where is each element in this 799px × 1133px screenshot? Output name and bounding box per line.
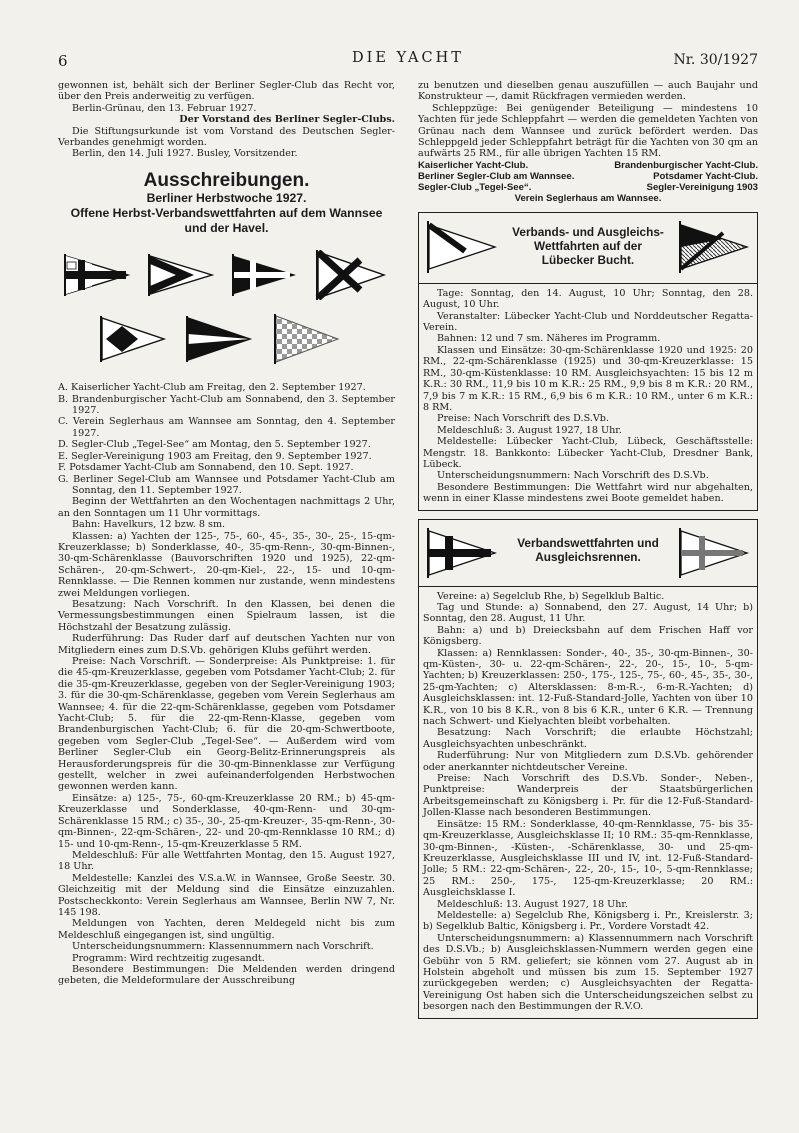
paragraph-bahn: Bahn: a) und b) Dreiecksbahn auf dem Frischen Haff vor Königsberg.: [423, 624, 753, 648]
paragraph-einsaetze: Einsätze: a) 125-, 75-, 60-qm-Kreuzerklasse 20 RM.; b) 45-qm-Kreuzerklasse und Sonderklasse, 40-qm-Renn- und 30-qm-Schärenklasse 15 RM.; c) 35-, 30-, 25-qm-Kreuzer-, 35-qm-Renn-, 30-qm-Binnen-, 22-qm-Schären-, 22- und 20-qm-Rennklasse 10 RM.; d) 15- und 10-qm-Renn-, 15-qm-Kreuzerklasse 5 RM.: [58, 792, 395, 850]
page-number: 6: [58, 52, 68, 70]
paragraph-klassen: Klassen: a) Yachten der 125-, 75-, 60-, 45-, 35-, 30-, 25-, 15-qm-Kreuzerklasse; b) Sonderklasse, 40-, 35-qm-Renn-, 30-qm-Binnen-, 30-qm-Schärenklasse (Bauvorschriften 1920 und 1925), 22-qm-Schären-, 20-qm-Schwert-, 20-qm-Kiel-, 22-, 15- und 10-qm-Rennklasse. — Die Rennen kommen nur zustande, wenn mindestens zwei Meldungen vorliegen.: [58, 530, 395, 599]
paragraph-tage: Tage: Sonntag, den 14. August, 10 Uhr; Sonntag, den 28. August, 10 Uhr.: [423, 287, 753, 311]
luebeck-title: Verbands- und Ausgleichs-Wettfahrten auf der Lübecker Bucht.: [512, 224, 664, 267]
event-subtitle: Offene Herbst-Verbandswettfahrten auf dem Wannsee und der Havel.: [70, 206, 383, 236]
paragraph-veranstalter: Veranstalter: Lübecker Yacht-Club und Norddeutscher Regatta-Verein.: [423, 310, 753, 334]
paragraph-vereine: Vereine: a) Segelclub Rhe, b) Segelklub Baltic.: [437, 590, 665, 602]
flag-segler-vereinigung-icon: [98, 316, 168, 362]
koenigsberg-announcement: [418, 519, 758, 1019]
flag-luebeck-left-icon: [425, 221, 499, 273]
intro-date: Berlin-Grünau, den 13. Februar 1927.: [72, 102, 257, 114]
flag-berliner-segel-club-icon: [272, 314, 342, 364]
intro-paragraph-2: Die Stiftungsurkunde ist vom Vorstand des Deutschen Segler-Verbandes genehmigt worden.: [58, 125, 395, 149]
paragraph-besondere: Besondere Bestimmungen: Die Meldenden werden dringend gebeten, die Meldeformulare der Ausschreibung: [58, 963, 395, 987]
intro-signature: Der Vorstand des Berliner Segler-Clubs.: [179, 114, 395, 126]
paragraph-meldeschluss: Meldeschluß: Für alle Wettfahrten Montag, den 15. August 1927, 18 Uhr.: [58, 849, 395, 873]
paragraph-meldeschluss: Meldeschluß: 13. August 1927, 18 Uhr.: [437, 898, 628, 910]
paragraph-unterscheidung: Unterscheidungsnummern: Klassennummern nach Vorschrift.: [72, 941, 374, 953]
paragraph-meldestelle: Meldestelle: Kanzlei des V.S.a.W. in Wannsee, Große Seestr. 30. Gleichzeitig mit der Meldung sind die Einsätze einzuzahlen. Postscheckkonto: Verein Seglerhaus am Wannsee, Berlin NW 7, Nr. 145 198.: [58, 872, 395, 918]
koenigsberg-title: Verbandswettfahrten und Ausgleichsrennen.: [517, 535, 659, 564]
paragraph-besondere: Besondere Bestimmungen: Die Wettfahrt wird nur abgehalten, wenn in einer Klasse mindestens zwei Boote gemeldet haben.: [423, 481, 753, 505]
paragraph-klassen: Klassen und Einsätze: 30-qm-Schärenklasse 1920 und 1925: 20 RM., 22-qm-Schärenklasse (1925) und 30-qm-Kreuzerklasse: 15 RM., 30-qm-Küstenklasse: 10 RM. Ausgleichsyachten: 15 bis 12 m K.R.: 30 RM., 11,9 bis 10 m K.R.: 25 RM., 9,9 bis 8 m K.R.: 20 RM., 7,9 bis 7 m K.R.: 15 RM., 6,9 bis 6 m K.R.: 10 RM., unter 6 m K.R.: 8 RM.: [423, 344, 753, 413]
intro-paragraph: gewonnen ist, behält sich der Berliner Segler-Club das Recht vor, über den Preis anderweitig zu verfügen.: [58, 80, 395, 103]
list-item: D. Segler-Club „Tegel-See“ am Montag, den 5. September 1927.: [58, 439, 371, 451]
right-column: [418, 80, 758, 1019]
schedule-list: [58, 382, 395, 496]
flag-brandenburgischer-icon: [146, 254, 216, 296]
paragraph-besatzung: Besatzung: Nach Vorschrift. In den Klassen, bei denen die Vermessungsbestimmungen einen Spielraum lassen, ist die Höchstzahl der Besatzung zulässig.: [58, 598, 395, 633]
left-column: [58, 80, 395, 987]
club-signatures: [418, 160, 758, 204]
paragraph-meldungen: Meldungen von Yachten, deren Meldegeld nicht bis zum Meldeschluß eingegangen ist, sind ungültig.: [58, 918, 395, 941]
paragraph-ruderfuehrung: Ruderführung: Nur von Mitgliedern zum D.S.Vb. gehörender oder anerkannter nichtdeutscher Vereine.: [423, 750, 753, 773]
paragraph-preise: Preise: Nach Vorschrift des D.S.Vb.: [437, 413, 609, 425]
paragraph-ruderfuehrung: Ruderführung: Das Ruder darf auf deutschen Yachten nur von Mitgliedern eines zum D.S.Vb. gehörigen Klubs geführt werden.: [58, 633, 395, 656]
paragraph-einsaetze: Einsätze: 15 RM.: Sonderklasse, 40-qm-Rennklasse, 75- bis 35-qm-Kreuzerklasse, Ausgleichsklasse II; 10 RM.: 35-qm-Rennklasse, 30-qm-Binnen-, -Küsten-, -Schärenklasse, 30- und 25-qm-Kreuzerklasse, Ausgleichsklasse III und IV, int. 12-Fuß-Standard-Jolle; 5 RM.: 22-qm-Schären-, 22-, 20-, 15-, 10-, 5-qm-Rennklasse; 25 RM.: 250-, 175-, 125-qm-Kreuzerklasse; 20 RM.: Ausgleichsklasse I.: [423, 818, 753, 899]
flag-kaiserlicher-icon: [62, 254, 132, 296]
list-item: B. Brandenburgischer Yacht-Club am Sonnabend, den 3. September 1927.: [58, 393, 395, 417]
club-name: Berliner Segler-Club am Wannsee.: [418, 170, 575, 182]
luebeck-body: [419, 284, 757, 510]
list-item: F. Potsdamer Yacht-Club am Sonnabend, den 10. Sept. 1927.: [58, 462, 354, 474]
intro-paragraph-3: Berlin, den 14. Juli 1927. Busley, Vorsitzender.: [72, 148, 298, 160]
club-name: Segler-Vereinigung 1903: [646, 181, 758, 193]
section-heading: Ausschreibungen.: [143, 169, 310, 191]
koenigsberg-body: [419, 587, 757, 1018]
club-name: Brandenburgischer Yacht-Club.: [614, 159, 758, 171]
magazine-title: DIE YACHT: [352, 50, 464, 66]
issue-number: Nr. 30/1927: [673, 52, 758, 68]
paragraph-unterscheidung: Unterscheidungsnummern: a) Klassennummern nach Vorschrift des D.S.Vb.; b) Ausgleichsklassen-Nummern werden gegen eine Gebühr von 5 RM. geliefert; sie können vom 27. August ab in Holstein abgeholt und müssen bis zum 15. September 1927 zurückgegeben werden; c) Ausgleichsyachten der Regatta-Vereinigung Ost haben sich die Unterscheidungszeichen selbst zu besorgen nach den Bestimmungen der R.V.O.: [423, 932, 753, 1013]
flag-luebeck-right-icon: [677, 221, 751, 273]
paragraph-bahnen: Bahnen: 12 und 7 sm. Näheres im Programm.: [437, 333, 661, 345]
luebeck-title-bar: [419, 213, 757, 284]
event-title: Berliner Herbstwoche 1927.: [146, 191, 307, 206]
paragraph-unterscheidung: Unterscheidungsnummern: Nach Vorschrift des D.S.Vb.: [437, 470, 709, 482]
club-name: Potsdamer Yacht-Club.: [653, 170, 758, 182]
paragraph-preise: Preise: Nach Vorschrift des D.S.Vb. Sonder-, Neben-, Punktpreise: Wanderpreis der Staatsbürgerlichen Arbeitsgemeinschaft zu Königsberg i. Pr. für die 12-Fuß-Standard-Jollen-Klasse nach besonderen Bestimmungen.: [423, 773, 753, 819]
paragraph-programm: Programm: Wird rechtzeitig zugesandt.: [72, 952, 265, 964]
list-item: E. Segler-Vereinigung 1903 am Freitag, den 9. September 1927.: [58, 450, 372, 462]
flag-seglerhaus-icon: [230, 254, 300, 296]
list-item: C. Verein Seglerhaus am Wannsee am Sonntag, den 4. September 1927.: [58, 416, 395, 439]
paragraph-klassen: Klassen: a) Rennklassen: Sonder-, 40-, 35-, 30-qm-Binnen-, 30-qm-Küsten-, 30- u. 22-qm-Schären-, 22-, 20-, 15-, 10-, 5-qm-Yachten; b) Kreuzerklassen: 250-, 175-, 125-, 75-, 60-, 45-, 35-, 30-, 25-qm-Yachten; c) Altersklassen: 8-m-R.-, 6-m-R.-Yachten; d) Ausgleichsklassen: int. 12-Fuß-Standard-Jolle, Yachten von über 10 K.R., von 10 bis 8 K.R., von 8 bis 6 K.R., unter 6 K.R. — Trennung nach Schwert- und Kielyachten bleibt vorbehalten.: [423, 647, 753, 728]
paragraph-meldestelle: Meldestelle: a) Segelclub Rhe, Königsberg i. Pr., Kreislerstr. 3; b) Segelklub Baltic, Königsberg i. Pr., Vordere Vorstadt 42.: [423, 909, 753, 933]
paragraph-meldeschluss: Meldeschluß: 3. August 1927, 18 Uhr.: [437, 424, 622, 436]
paragraph-tag: Tag und Stunde: a) Sonnabend, den 27. August, 14 Uhr; b) Sonntag, den 28. August, 11 Uhr.: [423, 601, 753, 625]
flag-potsdamer-icon: [184, 316, 254, 362]
flag-baltic-icon: [677, 528, 751, 578]
koenigsberg-title-bar: [419, 520, 757, 587]
list-item: G. Berliner Segel-Club am Wannsee und Potsdamer Yacht-Club am Sonntag, den 11. September 1927.: [58, 473, 395, 496]
paragraph-preise: Preise: Nach Vorschrift. — Sonderpreise: Als Punktpreise: 1. für die 45-qm-Kreuzerklasse, gegeben vom Potsdamer Yacht-Club; 2. für die 35-qm-Kreuzerklasse, gegeben von der Segler-Vereinigung 1903; 3. für die 30-qm-Schärenklasse, gegeben vom Verein Seglerhaus am Wannsee; 4. für die 22-qm-Schärenklasse, gegeben vom Potsdamer Yacht-Club; 5. für die 22-qm-Renn-Klasse, gegeben vom Brandenburgischen Yacht-Club; 6. für die 20-qm-Schwertboote, gegeben vom Segler-Club „Tegel-See“. — Außerdem wird vom Berliner Segler-Club ein Georg-Belitz-Erinnerungspreis als Herausforderungspreis für die 30-qm-Binnenklasse zur Verfügung gestellt, welcher in zwei aufeinanderfolgenden Herbstwochen gewonnen werden kann.: [58, 656, 395, 793]
flag-rhe-icon: [425, 528, 499, 578]
page-header: [58, 50, 758, 72]
club-name: Segler-Club „Tegel-See“.: [418, 181, 532, 193]
continued-paragraph: zu benutzen und dieselben genau auszufüllen — auch Baujahr und Konstrukteur —, damit Rückfragen vermieden werden.: [418, 80, 758, 103]
club-name: Verein Seglerhaus am Wannsee.: [514, 192, 662, 204]
club-flags: [58, 246, 395, 374]
club-name: Kaiserlicher Yacht-Club.: [418, 159, 529, 171]
paragraph-schleppzuege: Schleppzüge: Bei genügender Beteiligung — mindestens 10 Yachten für jede Schleppfahrt — werden die gemeldeten Yachten von Grünau nach dem Wannsee und zurück befördert werden. Das Schleppgeld jeder Schleppfahrt beträgt für die Yachten von 30 qm an aufwärts 25 RM., für alle übrigen Yachten 15 RM.: [418, 102, 758, 160]
paragraph-meldestelle: Meldestelle: Lübecker Yacht-Club, Lübeck, Geschäftsstelle: Mengstr. 18. Bankkonto: Lübecker Yacht-Club, Dresdner Bank, Lübeck.: [423, 436, 753, 470]
paragraph-beginn: Beginn der Wettfahrten an den Wochentagen nachmittags 2 Uhr, an den Sonntagen um 11 Uhr vormittags.: [58, 496, 395, 519]
paragraph-bahn: Bahn: Havelkurs, 12 bzw. 8 sm.: [72, 519, 226, 531]
luebeck-announcement: [418, 212, 758, 511]
list-item: A. Kaiserlicher Yacht-Club am Freitag, den 2. September 1927.: [58, 382, 366, 394]
paragraph-besatzung: Besatzung: Nach Vorschrift; die erlaubte Höchstzahl; Ausgleichsyachten unbeschränkt.: [423, 727, 753, 750]
flag-tegel-see-icon: [314, 250, 388, 300]
